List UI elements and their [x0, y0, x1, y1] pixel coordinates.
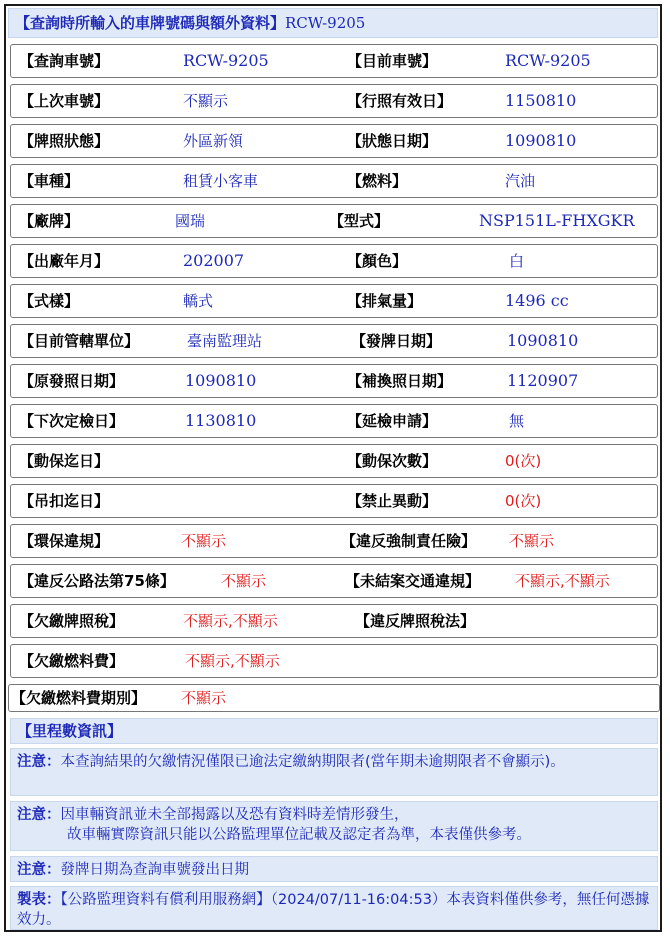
label-license-expiry: 【行照有效日】: [347, 92, 453, 110]
value-query-plate: RCW-9205: [183, 51, 269, 70]
info-row: [10, 524, 658, 558]
label-highway-act-violation: 【違反公路法第75條】: [19, 572, 175, 590]
label-manufacture-date: 【出廠年月】: [19, 252, 110, 270]
value-environmental-violation: 不顯示: [181, 532, 227, 550]
value-fuel: 汽油: [505, 172, 536, 190]
value-color: 白: [509, 252, 525, 270]
value-chattel-mortgage-count: 0(次): [505, 452, 542, 470]
label-status-date: 【狀態日期】: [347, 132, 438, 150]
info-row: [10, 44, 658, 78]
label-unpaid-license-tax: 【欠繳牌照稅】: [19, 612, 125, 630]
info-row: [10, 484, 658, 518]
info-row: [10, 284, 658, 318]
value-insurance-violation: 不顯示: [509, 532, 555, 550]
value-highway-act-violation: 不顯示: [221, 572, 267, 590]
label-inspection-extension: 【延檢申請】: [347, 412, 438, 430]
value-model: NSP151L-FHXGKR: [479, 211, 635, 230]
info-row: [8, 684, 660, 712]
info-row: [10, 164, 658, 198]
value-license-expiry: 1150810: [505, 91, 577, 110]
label-transfer-ban: 【禁止異動】: [347, 492, 438, 510]
info-row: [10, 444, 658, 478]
label-next-inspection: 【下次定檢日】: [19, 412, 125, 430]
value-previous-plate: 不顯示: [183, 92, 229, 110]
label-unpaid-fuel-fee-period: 【欠繳燃料費期別】: [11, 689, 147, 707]
info-row: [10, 204, 658, 238]
value-manufacture-date: 202007: [183, 251, 245, 270]
value-issue-date: 1090810: [507, 331, 579, 350]
label-fuel: 【燃料】: [347, 172, 408, 190]
notice-text: 發牌日期為查詢車號發出日期: [60, 862, 249, 878]
info-row: [10, 564, 658, 598]
vehicle-info-table: [4, 4, 662, 932]
notice-text-line2: 故車輛實際資訊只能以公路監理單位記載及認定者為準，本表僅供參考。: [67, 827, 531, 843]
notice-label: 注意：: [17, 862, 61, 878]
label-insurance-violation: 【違反強制責任險】: [341, 532, 477, 550]
value-current-plate: RCW-9205: [505, 51, 591, 70]
notice-arrears: [10, 748, 658, 796]
value-brand: 國瑞: [175, 212, 206, 230]
label-color: 【顏色】: [347, 252, 408, 270]
notice-issue-date: [10, 856, 658, 882]
plate-number: RCW-9205: [285, 14, 366, 32]
label-license-tax-violation: 【違反牌照稅法】: [355, 612, 476, 630]
value-plate-status: 外區新領: [183, 132, 244, 150]
value-next-inspection: 1130810: [185, 411, 257, 430]
label-current-plate: 【目前車號】: [347, 52, 438, 70]
label-jurisdiction: 【目前管轄單位】: [19, 332, 140, 350]
mileage-title-text: 【里程數資訊】: [17, 722, 123, 740]
notice-text: 本查詢結果的欠繳情況僅限已逾法定繳納期限者(當年期未逾期限者不會顯示)。: [60, 754, 565, 770]
label-chattel-mortgage-count: 【動保次數】: [347, 452, 438, 470]
label-model: 【型式】: [329, 212, 390, 230]
value-body-style: 轎式: [183, 292, 214, 310]
label-chattel-mortgage-end: 【動保迄日】: [19, 452, 110, 470]
label-plate-status: 【牌照狀態】: [19, 132, 110, 150]
info-row: [10, 404, 658, 438]
footer-label: 製表：: [17, 892, 61, 908]
label-environmental-violation: 【環保違規】: [19, 532, 110, 550]
value-original-issue-date: 1090810: [185, 371, 257, 390]
label-vehicle-type: 【車種】: [19, 172, 80, 190]
label-displacement: 【排氣量】: [347, 292, 423, 310]
label-original-issue-date: 【原發照日期】: [19, 372, 125, 390]
info-row: [10, 324, 658, 358]
page-title: [8, 8, 658, 38]
notice-label: 注意：: [17, 754, 61, 770]
label-unpaid-fuel-fee: 【欠繳燃料費】: [19, 652, 125, 670]
label-reissue-date: 【補換照日期】: [347, 372, 453, 390]
label-open-traffic-violations: 【未結案交通違規】: [345, 572, 481, 590]
info-row: [10, 604, 658, 638]
page-title-text: 【查詢時所輸入的車牌號碼與額外資料】: [15, 14, 286, 32]
value-jurisdiction: 臺南監理站: [187, 332, 263, 350]
mileage-section-title: [10, 718, 658, 744]
value-unpaid-fuel-fee: 不顯示,不顯示: [185, 652, 280, 670]
value-vehicle-type: 租賃小客車: [183, 172, 259, 190]
value-inspection-extension: 無: [509, 412, 525, 430]
value-open-traffic-violations: 不顯示,不顯示: [515, 572, 610, 590]
label-suspension-end: 【吊扣迄日】: [19, 492, 110, 510]
footer-source: [10, 886, 658, 930]
value-status-date: 1090810: [505, 131, 577, 150]
info-row: [10, 364, 658, 398]
info-row: [10, 124, 658, 158]
notice-text-line1: 因車輛資訊並未全部揭露以及恐有資料時差情形發生，: [60, 807, 409, 823]
footer-text: 【公路監理資料有償利用服務網】（2024/07/11-16:04:53）本表資料僅供參考，無任何憑據效力。: [17, 892, 650, 928]
value-unpaid-license-tax: 不顯示,不顯示: [183, 612, 278, 630]
value-transfer-ban: 0(次): [505, 492, 542, 510]
value-reissue-date: 1120907: [507, 371, 579, 390]
value-displacement: 1496 cc: [505, 291, 569, 310]
info-row: [10, 84, 658, 118]
info-row: [10, 244, 658, 278]
value-unpaid-fuel-fee-period: 不顯示: [181, 689, 227, 707]
notice-disclaimer: [10, 801, 658, 851]
label-issue-date: 【發牌日期】: [351, 332, 442, 350]
label-previous-plate: 【上次車號】: [19, 92, 110, 110]
label-brand: 【廠牌】: [19, 212, 80, 230]
label-body-style: 【式樣】: [19, 292, 80, 310]
info-row: [10, 644, 658, 678]
label-query-plate: 【查詢車號】: [19, 52, 110, 70]
notice-label: 注意：: [17, 807, 61, 823]
